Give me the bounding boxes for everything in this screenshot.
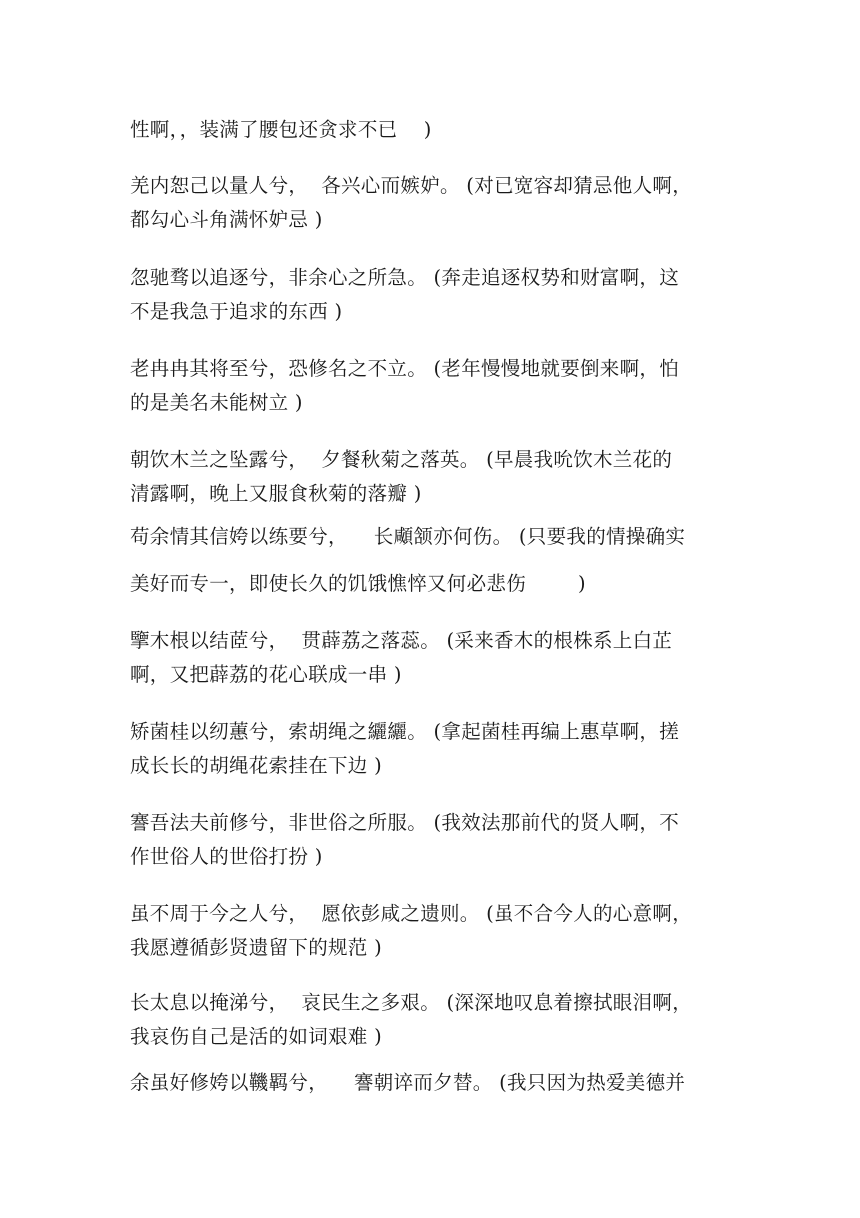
text-line: 謇吾法夫前修兮，非世俗之所服。 (我效法那前代的贤人啊，不	[130, 811, 680, 834]
text-line: 忽驰骛以追逐兮，非余心之所急。 (奔走追逐权势和财富啊，这	[130, 266, 680, 289]
text-line: 清露啊，晚上又服食秋菊的落瓣 )	[130, 482, 422, 505]
text-line: 我愿遵循彭贤遗留下的规范 )	[130, 936, 383, 959]
text-line: 朝饮木兰之坠露兮， 夕餐秋菊之落英。 (早晨我吮饮木兰花的	[130, 448, 673, 471]
text-line: 苟余情其信姱以练要兮， 长顑颔亦何伤。 (只要我的情操确实	[130, 525, 686, 548]
text-line: 成长长的胡绳花索挂在下边 )	[130, 754, 383, 777]
text-line: 矫菌桂以纫蕙兮，索胡绳之纚纚。 (拿起菌桂再编上惠草啊，搓	[130, 720, 680, 743]
text-line: 都勾心斗角满怀妒忌 )	[130, 208, 323, 231]
text-line: 美好而专一，即使长久的饥饿憔悴又何必悲伤 )	[130, 572, 586, 595]
text-line: 虽不周于今之人兮， 愿依彭咸之遗则。 (虽不合今人的心意啊，	[130, 902, 693, 925]
text-line: 羌内恕己以量人兮， 各兴心而嫉妒。 (对已宽容却猜忌他人啊，	[130, 174, 693, 197]
text-line: 作世俗人的世俗打扮 )	[130, 845, 323, 868]
text-line: 的是美名未能树立 )	[130, 391, 303, 414]
text-line: 长太息以掩涕兮， 哀民生之多艰。 (深深地叹息着擦拭眼泪啊，	[130, 991, 693, 1014]
text-line: 老冉冉其将至兮，恐修名之不立。 (老年慢慢地就要倒来啊，怕	[130, 357, 680, 380]
text-line: 性啊，，装满了腰包还贪求不已 )	[130, 118, 432, 141]
text-line: 我哀伤自己是活的如词艰难 )	[130, 1025, 383, 1048]
text-line: 不是我急于追求的东西 )	[130, 300, 343, 323]
text-line: 啊，又把薜荔的花心联成一串 )	[130, 663, 402, 686]
text-line: 余虽好修姱以鞿羁兮， 謇朝谇而夕替。 (我只因为热爱美德并	[130, 1071, 686, 1094]
text-line: 擥木根以结茝兮， 贯薜荔之落蕊。 (采来香木的根株系上白芷	[130, 629, 673, 652]
